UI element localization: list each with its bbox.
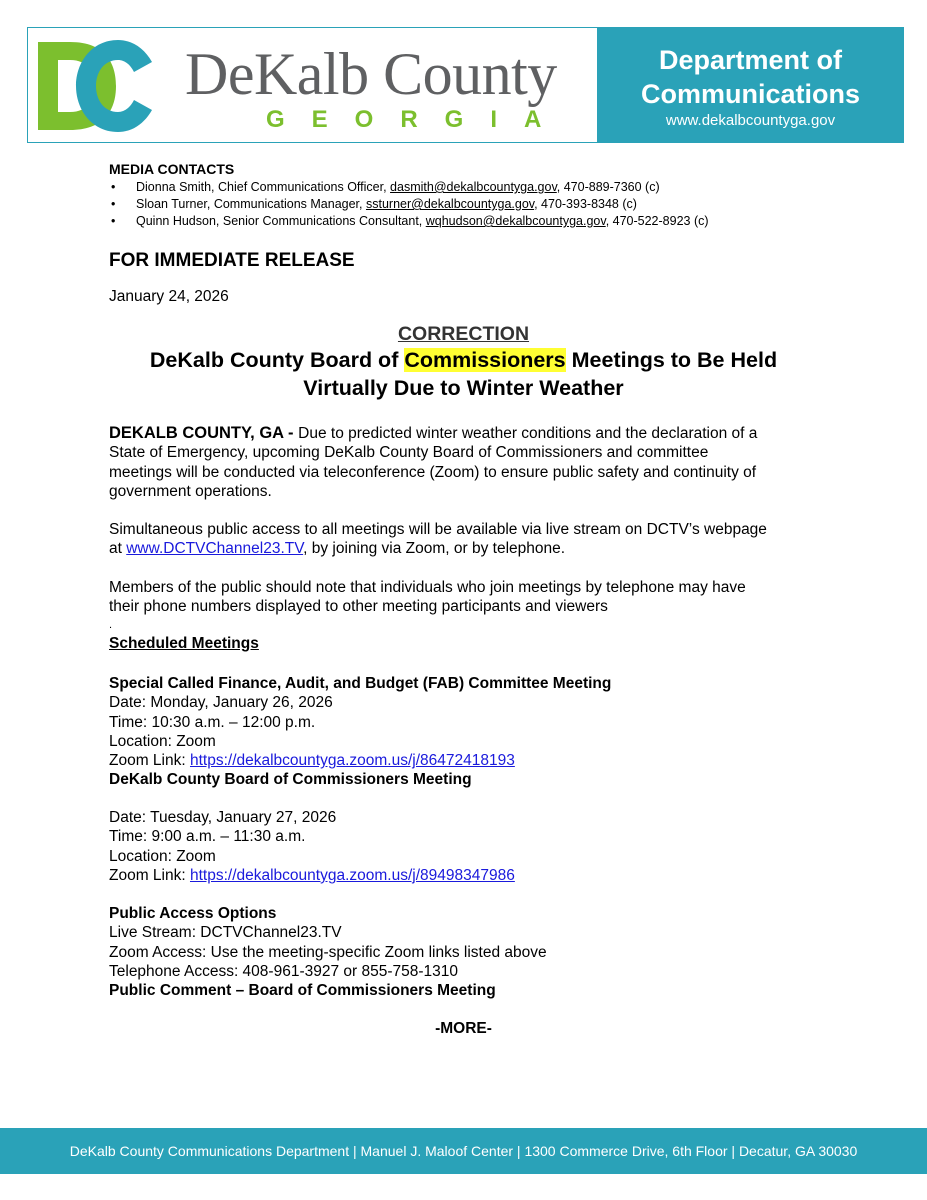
contact-item — [109, 179, 709, 196]
meeting-zoom — [109, 866, 829, 885]
zoom-link[interactable]: https://dekalbcountyga.zoom.us/j/86472418193 — [189, 752, 515, 770]
more-marker: -MORE- — [435, 1020, 492, 1037]
zoom-label: Zoom Link: — [109, 866, 190, 884]
dateline: DEKALB COUNTY, GA - — [109, 424, 299, 442]
bullet-icon: • — [111, 214, 116, 228]
paragraph-line: . — [109, 618, 113, 631]
paragraph-telephone-note — [109, 578, 829, 653]
meeting-boc — [109, 808, 829, 885]
scheduled-meetings-heading: Scheduled Meetings — [109, 634, 259, 652]
paragraph-text: , by joining via Zoom, or by telephone. — [303, 540, 566, 558]
paragraph-public-access — [109, 520, 829, 559]
contact-email-link[interactable]: ssturner@dekalbcountyga.gov — [365, 197, 535, 211]
public-access-options — [109, 904, 829, 1000]
contact-name-title: Sloan Turner, Communications Manager, — [136, 197, 366, 211]
meeting-location: Location: Zoom — [109, 732, 216, 750]
public-comment-heading: Public Comment – Board of Commissioners Meeting — [109, 982, 496, 1000]
paragraph-text: at — [109, 540, 127, 558]
department-box — [597, 27, 904, 143]
contact-item — [109, 196, 709, 213]
brand-name: DeKalb County — [185, 41, 557, 107]
dctv-link[interactable]: www.DCTVChannel23.TV — [126, 540, 304, 558]
contact-email-link[interactable]: wqhudson@dekalbcountyga.gov — [425, 214, 606, 228]
department-title-line1: Department of — [658, 45, 842, 75]
headline-highlight: Commissioners — [404, 348, 566, 372]
zoom-label: Zoom Link: — [109, 752, 190, 770]
meeting-title: DeKalb County Board of Commissioners Meeting — [109, 771, 472, 789]
paragraph-intro — [109, 424, 829, 501]
contact-email-link[interactable]: dasmith@dekalbcountyga.gov — [390, 180, 557, 194]
bullet-icon: • — [111, 197, 116, 211]
bullet-icon: • — [111, 180, 116, 194]
meeting-date: Date: Monday, January 26, 2026 — [109, 694, 333, 712]
headline-text: DeKalb County Board of — [149, 348, 405, 372]
department-url[interactable]: www.dekalbcountyga.gov — [665, 112, 836, 129]
contact-name-title: Quinn Hudson, Senior Communications Consultant, — [136, 214, 426, 228]
footer-bar: DeKalb County Communications Department | Manuel J. Maloof Center | 1300 Commerce Drive, 6th Floor | Decatur, GA 30030 — [0, 1128, 927, 1174]
contact-name-title: Dionna Smith, Chief Communications Officer, — [136, 180, 391, 194]
public-access-title: Public Access Options — [109, 905, 277, 922]
paragraph-line — [109, 539, 829, 558]
zoom-link[interactable]: https://dekalbcountyga.zoom.us/j/89498347986 — [189, 866, 515, 884]
contact-phone: , 470-889-7360 (c) — [556, 180, 660, 194]
headline-line2: Virtually Due to Winter Weather — [303, 376, 624, 400]
live-stream: Live Stream: DCTVChannel23.TV — [109, 924, 342, 942]
department-title-line2: Communications — [640, 79, 861, 109]
paragraph-line: their phone numbers displayed to other meeting participants and viewers — [109, 598, 608, 616]
meeting-time: Time: 10:30 a.m. – 12:00 p.m. — [109, 713, 316, 731]
paragraph-line: government operations. — [109, 482, 272, 500]
release-label: FOR IMMEDIATE RELEASE — [109, 250, 355, 271]
headline-line1 — [90, 346, 837, 374]
meeting-title: Special Called Finance, Audit, and Budget (FAB) Committee Meeting — [109, 675, 612, 692]
paragraph-line — [109, 424, 829, 443]
meeting-date: Date: Tuesday, January 27, 2026 — [109, 809, 337, 826]
paragraph-line: meetings will be conducted via teleconference (Zoom) to ensure public safety and continuity of — [109, 463, 757, 481]
meeting-time: Time: 9:00 a.m. – 11:30 a.m. — [109, 828, 306, 846]
release-date: January 24, 2026 — [109, 288, 229, 305]
media-contacts-list — [109, 179, 709, 230]
contact-phone: , 470-393-8348 (c) — [534, 197, 637, 211]
paragraph-line: State of Emergency, upcoming DeKalb County Board of Commissioners and committee — [109, 444, 709, 462]
zoom-access: Zoom Access: Use the meeting-specific Zoom links listed above — [109, 943, 547, 961]
media-contacts-title: MEDIA CONTACTS — [109, 161, 235, 177]
headline-text: Meetings to Be Held — [565, 348, 778, 372]
paragraph-line: Members of the public should note that individuals who join meetings by telephone may have — [109, 579, 746, 596]
header-banner — [27, 27, 903, 143]
meeting-location: Location: Zoom — [109, 847, 216, 865]
paragraph-text: Due to predicted winter weather conditions and the declaration of a — [298, 425, 758, 442]
meeting-fab — [109, 674, 829, 790]
telephone-access: Telephone Access: 408-961-3927 or 855-758-1310 — [109, 962, 459, 980]
contact-item — [109, 213, 709, 230]
brand-state: GEORGIA — [266, 106, 569, 133]
paragraph-line: Simultaneous public access to all meetings will be available via live stream on DCTV’s webpage — [109, 521, 767, 538]
contact-phone: , 470-522-8923 (c) — [605, 214, 709, 228]
headline — [90, 346, 837, 402]
dc-logo-icon — [34, 36, 156, 136]
meeting-zoom — [109, 751, 829, 770]
correction-heading: CORRECTION — [397, 323, 530, 345]
